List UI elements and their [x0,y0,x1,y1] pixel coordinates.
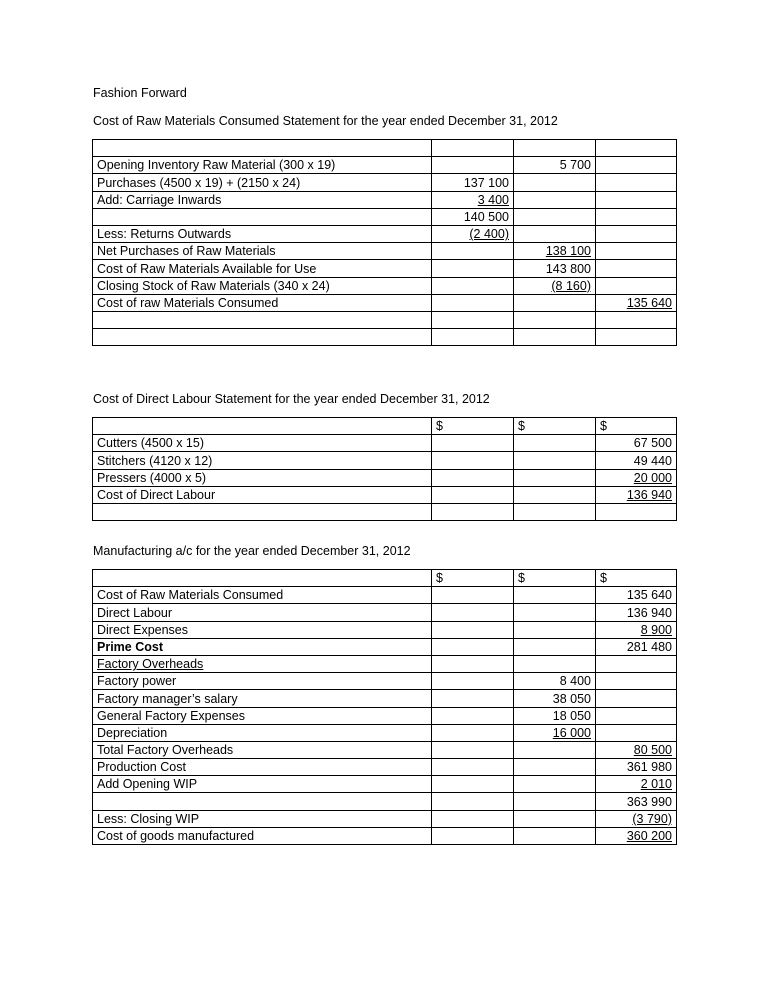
amount-value: 281 480 [626,639,672,654]
row-label [93,140,432,157]
row-label [93,776,432,793]
amount-col-3 [596,486,677,503]
row-label [93,486,432,503]
amount-col-2 [514,191,596,208]
amount-col-2 [514,690,596,707]
amount-col-2 [514,208,596,225]
amount-value: $ [436,571,443,586]
line-item-text: Opening Inventory Raw Material (300 x 19) [97,158,336,173]
line-item-text: Less: Returns Outwards [97,227,232,242]
line-item-text: Less: Closing WIP [97,811,200,826]
amount-col-3 [596,174,677,191]
table-row [93,469,677,486]
row-label [93,759,432,776]
amount-col-3 [596,759,677,776]
amount-col-3 [596,191,677,208]
table-row [93,810,677,827]
table-row [93,604,677,621]
line-item-text: Cost of raw Materials Consumed [97,295,279,310]
table-row [93,140,677,157]
amount-col-1 [432,452,514,469]
table-row [93,673,677,690]
amount-col-3 [596,469,677,486]
amount-col-3 [596,793,677,810]
amount-col-2 [514,655,596,672]
amount-col-1 [432,604,514,621]
manufacturing-account-table [92,569,677,845]
row-label [93,260,432,277]
amount-col-2 [514,810,596,827]
amount-value: 80 500 [633,743,672,758]
amount-col-1 [432,243,514,260]
amount-col-2 [514,311,596,328]
row-label [93,294,432,311]
amount-value: 16 000 [552,725,591,740]
amount-col-3 [596,810,677,827]
amount-value: 137 100 [463,175,509,190]
row-label [93,707,432,724]
table-row [93,260,677,277]
table-row [93,621,677,638]
amount-col-2 [514,503,596,520]
amount-value: $ [518,571,525,586]
line-item-text: Net Purchases of Raw Materials [97,244,276,259]
amount-col-1 [432,673,514,690]
amount-col-2 [514,225,596,242]
amount-col-1 [432,418,514,435]
amount-value: 360 200 [626,829,672,843]
table-row [93,486,677,503]
line-item-text: Prime Cost [97,639,163,654]
amount-col-3 [596,140,677,157]
table-row [93,329,677,346]
row-label [93,810,432,827]
amount-col-1 [432,294,514,311]
amount-value: (3 790) [632,811,672,826]
row-label [93,311,432,328]
table-row [93,418,677,435]
amount-col-1 [432,621,514,638]
amount-col-2 [514,435,596,452]
row-label [93,724,432,741]
statement-title-direct-labour: Cost of Direct Labour Statement for the year ended December 31, 2012 [93,392,490,406]
row-label [93,157,432,174]
line-item-text: Cost of Raw Materials Consumed [97,588,284,603]
amount-col-2 [514,741,596,758]
line-item-text: Add Opening WIP [97,777,198,792]
amount-col-3 [596,418,677,435]
amount-col-1 [432,191,514,208]
amount-col-3 [596,673,677,690]
amount-col-3 [596,311,677,328]
amount-col-2 [514,776,596,793]
amount-col-1 [432,776,514,793]
amount-col-2 [514,277,596,294]
amount-value: 135 640 [626,588,672,603]
amount-col-1 [432,140,514,157]
line-item-text: Cost of Direct Labour [97,487,216,502]
table-row [93,707,677,724]
amount-col-2 [514,604,596,621]
table-row [93,311,677,328]
line-item-text: Cutters (4500 x 15) [97,436,204,451]
row-label [93,191,432,208]
table-row [93,724,677,741]
amount-col-3 [596,621,677,638]
amount-col-2 [514,469,596,486]
row-label [93,225,432,242]
amount-col-3 [596,741,677,758]
amount-value: 135 640 [626,295,672,310]
company-name: Fashion Forward [93,86,187,100]
amount-value: 49 440 [633,453,672,468]
amount-col-3 [596,604,677,621]
amount-col-1 [432,277,514,294]
amount-value: $ [600,571,607,586]
table-row [93,191,677,208]
amount-col-2 [514,827,596,844]
row-label [93,277,432,294]
amount-value: 38 050 [552,691,591,706]
amount-value: $ [436,419,443,434]
amount-col-3 [596,827,677,844]
line-item-text: Depreciation [97,725,168,740]
table-row [93,503,677,520]
line-item-text: Factory Overheads [97,657,204,672]
amount-value: 5 700 [559,158,591,173]
line-item-text: Stitchers (4120 x 12) [97,453,213,468]
amount-col-3 [596,208,677,225]
amount-col-3 [596,435,677,452]
amount-col-2 [514,707,596,724]
amount-value: 3 400 [477,192,509,207]
row-label [93,208,432,225]
amount-value: (8 160) [551,278,591,293]
amount-col-1 [432,810,514,827]
amount-col-2 [514,759,596,776]
amount-col-3 [596,225,677,242]
amount-value: 8 400 [559,674,591,689]
amount-col-3 [596,655,677,672]
amount-col-2 [514,724,596,741]
row-label [93,690,432,707]
amount-value: $ [518,419,525,434]
table-row [93,776,677,793]
amount-col-2 [514,587,596,604]
table-row [93,570,677,587]
amount-col-2 [514,174,596,191]
amount-col-3 [596,707,677,724]
row-label [93,174,432,191]
row-label [93,452,432,469]
table-row [93,294,677,311]
line-item-text: Total Factory Overheads [97,743,234,758]
amount-col-2 [514,418,596,435]
amount-col-1 [432,469,514,486]
line-item-text: Closing Stock of Raw Materials (340 x 24) [97,278,330,293]
amount-value: 67 500 [633,436,672,451]
line-item-text: Direct Expenses [97,622,189,637]
table-row [93,793,677,810]
amount-col-3 [596,452,677,469]
line-item-text: Factory power [97,674,177,689]
amount-col-1 [432,174,514,191]
amount-col-1 [432,587,514,604]
table-row [93,435,677,452]
amount-col-1 [432,759,514,776]
amount-col-3 [596,243,677,260]
amount-col-3 [596,329,677,346]
amount-col-3 [596,690,677,707]
amount-value: $ [600,419,607,434]
table-row [93,174,677,191]
amount-col-3 [596,157,677,174]
amount-col-1 [432,225,514,242]
row-label [93,243,432,260]
amount-col-1 [432,260,514,277]
row-label [93,793,432,810]
amount-col-2 [514,638,596,655]
row-label [93,435,432,452]
amount-col-2 [514,140,596,157]
row-label [93,673,432,690]
amount-col-2 [514,673,596,690]
line-item-text: Add: Carriage Inwards [97,192,222,207]
amount-value: 136 940 [626,487,672,502]
amount-col-3 [596,776,677,793]
amount-col-3 [596,260,677,277]
amount-col-1 [432,724,514,741]
line-item-text: Factory manager’s salary [97,691,238,706]
amount-col-2 [514,329,596,346]
amount-col-1 [432,329,514,346]
amount-value: 140 500 [463,209,509,224]
amount-col-2 [514,486,596,503]
amount-col-1 [432,486,514,503]
amount-col-2 [514,157,596,174]
table-row [93,225,677,242]
amount-value: 2 010 [640,777,672,792]
amount-col-1 [432,503,514,520]
amount-col-3 [596,587,677,604]
amount-col-3 [596,570,677,587]
row-label [93,503,432,520]
row-label [93,621,432,638]
amount-value: 361 980 [626,760,672,775]
amount-col-3 [596,724,677,741]
amount-col-1 [432,741,514,758]
line-item-text: Production Cost [97,760,186,775]
table-row [93,741,677,758]
line-item-text: Cost of goods manufactured [97,829,255,843]
line-item-text: Purchases (4500 x 19) + (2150 x 24) [97,175,301,190]
amount-col-2 [514,294,596,311]
table-row [93,587,677,604]
direct-labour-table [92,417,677,521]
amount-value: 363 990 [626,794,672,809]
amount-col-1 [432,707,514,724]
row-label [93,827,432,844]
amount-value: (2 400) [469,227,509,242]
amount-col-1 [432,827,514,844]
table-row [93,277,677,294]
amount-col-3 [596,294,677,311]
table-row [93,655,677,672]
amount-col-1 [432,157,514,174]
table-row [93,690,677,707]
amount-col-1 [432,655,514,672]
line-item-text: Pressers (4000 x 5) [97,470,207,485]
row-label [93,469,432,486]
amount-col-2 [514,260,596,277]
statement-title-manufacturing: Manufacturing a/c for the year ended December 31, 2012 [93,544,411,558]
amount-col-3 [596,277,677,294]
line-item-text: General Factory Expenses [97,708,245,723]
table-row [93,759,677,776]
table-row [93,157,677,174]
table-row [93,638,677,655]
amount-col-1 [432,793,514,810]
amount-value: 138 100 [545,244,591,259]
amount-col-2 [514,793,596,810]
table-row [93,208,677,225]
row-label [93,655,432,672]
row-label [93,604,432,621]
row-label [93,587,432,604]
amount-value: 18 050 [552,708,591,723]
amount-value: 136 940 [626,605,672,620]
table-row [93,827,677,844]
row-label [93,638,432,655]
amount-value: 143 800 [545,261,591,276]
amount-col-1 [432,690,514,707]
amount-col-1 [432,570,514,587]
amount-value: 20 000 [633,470,672,485]
table-row [93,243,677,260]
line-item-text: Cost of Raw Materials Available for Use [97,261,317,276]
amount-col-3 [596,638,677,655]
amount-col-3 [596,503,677,520]
raw-materials-table [92,139,677,346]
row-label [93,570,432,587]
row-label [93,329,432,346]
statement-title-raw-materials: Cost of Raw Materials Consumed Statement for the year ended December 31, 2012 [93,114,558,128]
row-label [93,418,432,435]
amount-col-1 [432,435,514,452]
amount-col-2 [514,570,596,587]
line-item-text: Direct Labour [97,605,173,620]
table-row [93,452,677,469]
amount-col-2 [514,243,596,260]
row-label [93,741,432,758]
amount-col-2 [514,452,596,469]
amount-col-1 [432,208,514,225]
amount-col-2 [514,621,596,638]
amount-value: 8 900 [640,622,672,637]
amount-col-1 [432,311,514,328]
amount-col-1 [432,638,514,655]
